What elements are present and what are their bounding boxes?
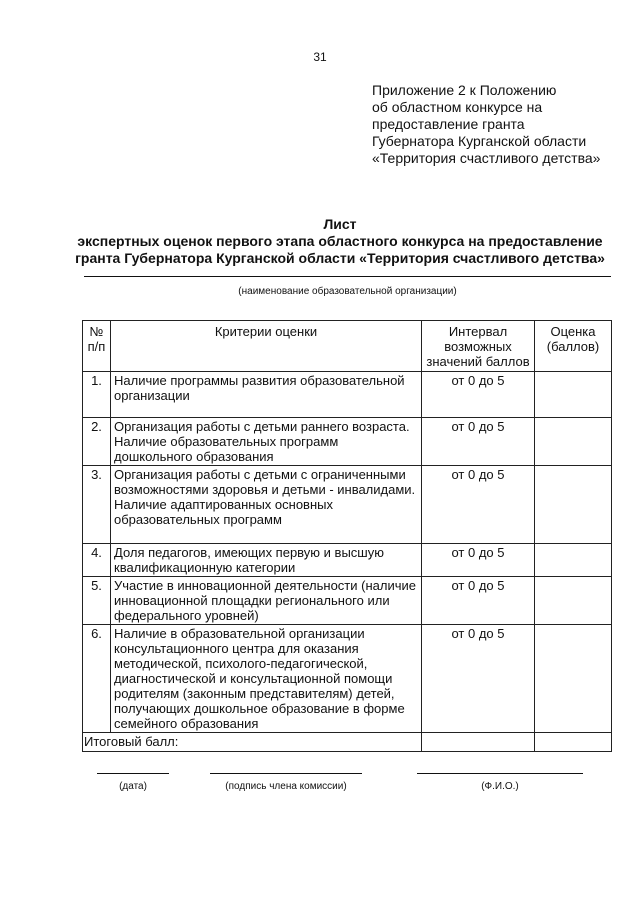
table-row [83,372,612,418]
criteria-table [82,320,612,752]
appendix-line: об областном конкурсе на [372,99,543,115]
row-score[interactable] [535,372,612,418]
row-criteria: Организация работы с детьми раннего возраста. Наличие образовательных программ дошкольного образования [111,418,422,466]
row-num: 1. [83,372,111,418]
title-line: экспертных оценок первого этапа областного конкурса на предоставление [77,233,603,249]
row-interval: от 0 до 5 [422,625,535,733]
page-number: 31 [313,50,327,64]
organization-caption: (наименование образовательной организации) [238,286,457,297]
row-score[interactable] [535,577,612,625]
row-criteria: Участие в инновационной деятельности (наличие инновационной площадки регионального или федерального уровней) [111,577,422,625]
row-score[interactable] [535,466,612,544]
appendix-line: Губернатора Курганской области [372,133,587,149]
row-interval: от 0 до 5 [422,544,535,577]
row-num: 3. [83,466,111,544]
table-header-row [83,321,612,372]
header-criteria: Критерии оценки [111,321,422,372]
row-criteria: Наличие в образовательной организации консультационного центра для оказания методической, психолого-педагогической, диагностической и консультационной помощи родителям (законным представителям) детей, получающих дошкольное образование в форме семейного образования [111,625,422,733]
row-interval: от 0 до 5 [422,418,535,466]
row-score[interactable] [535,625,612,733]
appendix-note [372,82,622,167]
row-interval: от 0 до 5 [422,577,535,625]
table-row [83,544,612,577]
row-criteria: Организация работы с детьми с ограниченными возможностями здоровья и детьми - инвалидами. Наличие адаптированных основных образовательных программ [111,466,422,544]
row-criteria: Доля педагогов, имеющих первую и высшую квалификационную категории [111,544,422,577]
full-name-caption: (Ф.И.О.) [481,781,519,792]
row-interval: от 0 до 5 [422,466,535,544]
row-num: 2. [83,418,111,466]
table-row [83,625,612,733]
total-label: Итоговый балл: [83,733,422,752]
header-num: № п/п [83,321,111,372]
header-score: Оценка (баллов) [535,321,612,372]
total-score-cell[interactable] [535,733,612,752]
date-caption: (дата) [119,781,147,792]
appendix-line: «Территория счастливого детства» [372,150,601,166]
table-row [83,577,612,625]
row-num: 6. [83,625,111,733]
document-title [60,216,620,267]
total-interval-cell [422,733,535,752]
full-name-line [417,773,583,774]
row-num: 4. [83,544,111,577]
signature-caption: (подпись члена комиссии) [225,781,347,792]
row-interval: от 0 до 5 [422,372,535,418]
title-line: гранта Губернатора Курганской области «Территория счастливого детства» [75,250,605,266]
row-num: 5. [83,577,111,625]
row-criteria: Наличие программы развития образовательной организации [111,372,422,418]
row-score[interactable] [535,544,612,577]
date-line [97,773,169,774]
appendix-line: предоставление гранта [372,116,525,132]
organization-name-line [84,276,611,277]
appendix-line: Приложение 2 к Положению [372,82,557,98]
table-row [83,418,612,466]
row-score[interactable] [535,418,612,466]
header-interval: Интервал возможных значений баллов [422,321,535,372]
total-row [83,733,612,752]
signature-line [210,773,362,774]
table-row [83,466,612,544]
title-line: Лист [323,216,357,232]
